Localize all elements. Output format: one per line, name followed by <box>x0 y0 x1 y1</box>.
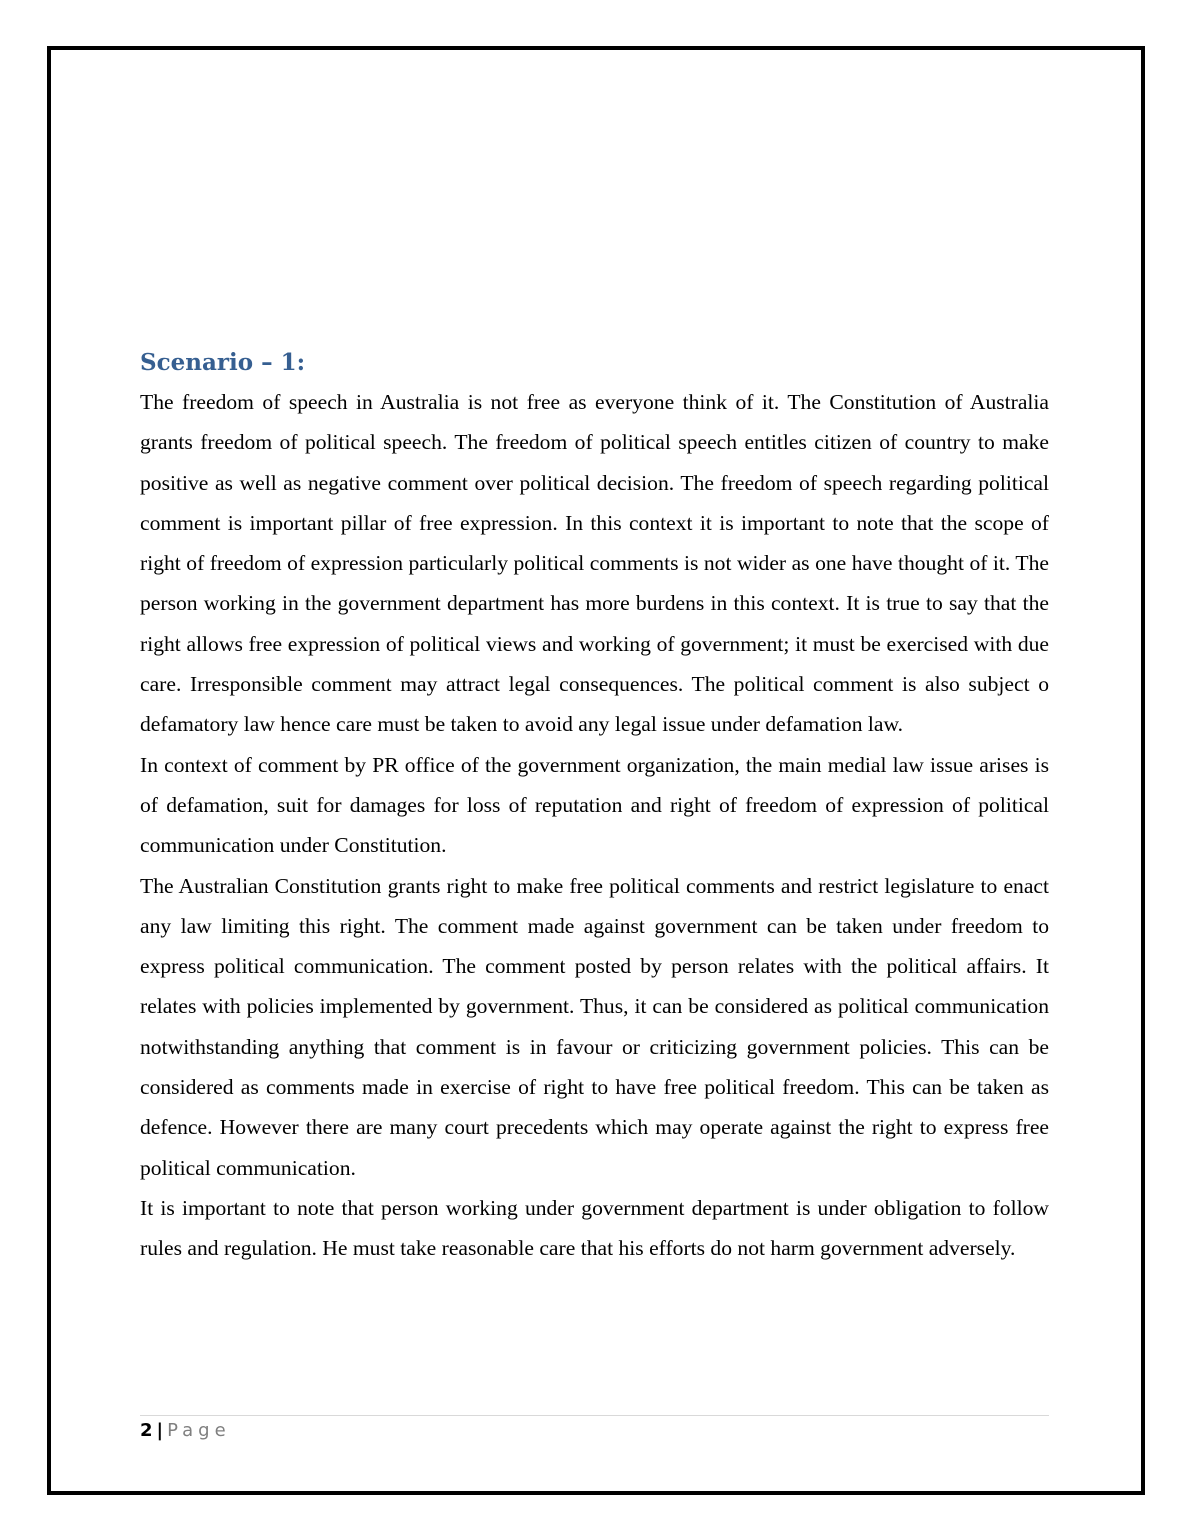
page-footer <box>140 1419 231 1443</box>
paragraph-4: It is important to note that person working under government department is under obligation to follow rules and regulation. He must take reasonable care that his efforts do not harm government adversely. <box>140 1195 1049 1261</box>
section-heading: Scenario – 1: <box>140 349 306 376</box>
footer-divider <box>140 1415 1049 1416</box>
document-body <box>140 346 1049 1269</box>
paragraph-2: In context of comment by PR office of the government organization, the main medial law issue arises is of defamation, suit for damages for loss of reputation and right of freedom of expression of political communication under Constitution. <box>140 752 1049 858</box>
page-number: 2 <box>140 1420 153 1441</box>
paragraph-3: The Australian Constitution grants right to make free political comments and restrict legislature to enact any law limiting this right. The comment made against government can be taken under freedom to express political communication. The comment posted by person relates with the political affairs. It relates with policies implemented by government. Thus, it can be considered as political communication notwithstanding anything that comment is in favour or criticizing government policies. This can be considered as comments made in exercise of right to have free political freedom. This can be taken as defence. However there are many court precedents which may operate against the right to express free political communication. <box>140 873 1049 1180</box>
page-label: Page <box>167 1420 231 1441</box>
paragraph-1: The freedom of speech in Australia is not free as everyone think of it. The Constitution of Australia grants freedom of political speech. The freedom of political speech entitles citizen of country to make positive as well as negative comment over political decision. The freedom of speech regarding political comment is important pillar of free expression. In this context it is important to note that the scope of right of freedom of expression particularly political comments is not wider as one have thought of it. The person working in the government department has more burdens in this context. It is true to say that the right allows free expression of political views and working of government; it must be exercised with due care. Irresponsible comment may attract legal consequences. The political comment is also subject o defamatory law hence care must be taken to avoid any legal issue under defamation law. <box>140 390 1049 737</box>
footer-separator: | <box>156 1420 164 1441</box>
